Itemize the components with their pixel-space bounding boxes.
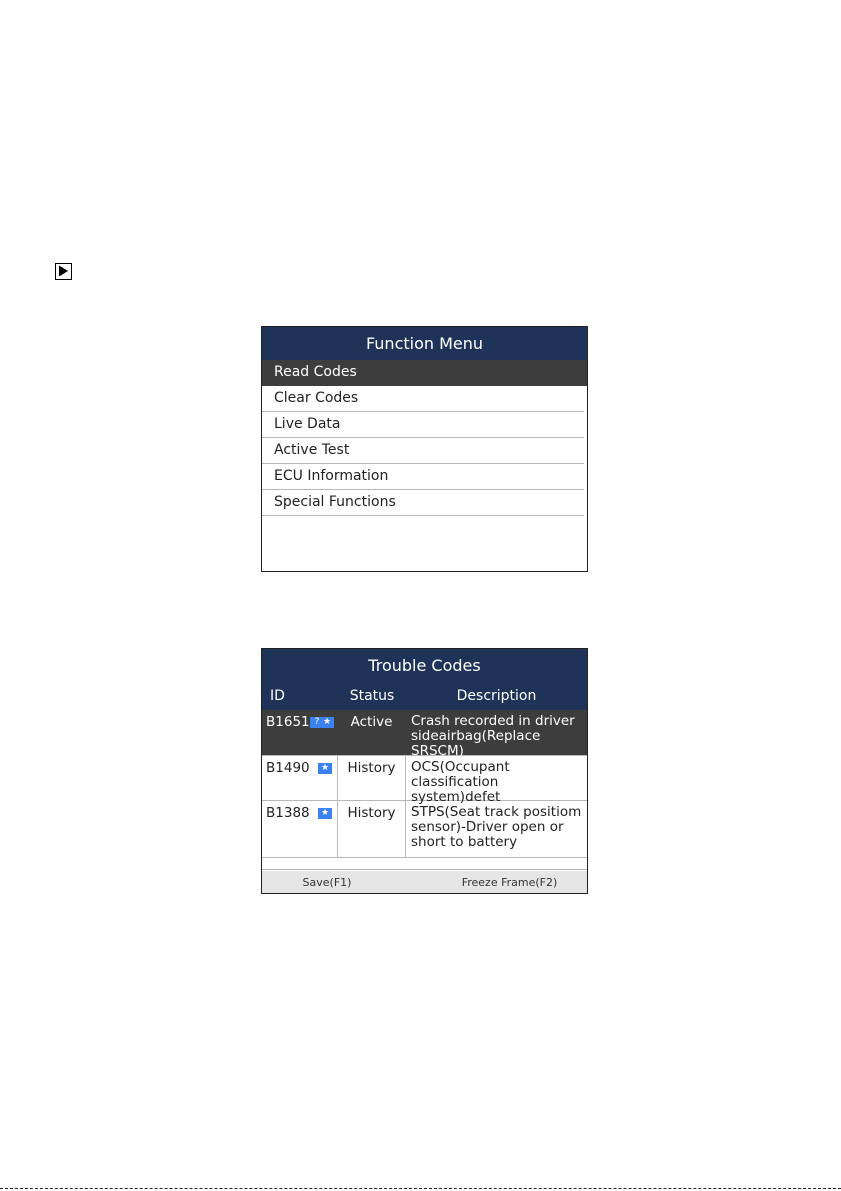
menu-item-clear-codes[interactable]: Clear Codes (262, 386, 584, 412)
code-id: B1388 (266, 805, 310, 821)
page-divider (0, 1188, 841, 1189)
status-badge (318, 808, 332, 819)
code-cell (262, 756, 338, 800)
star-icon: ★ (320, 763, 330, 773)
table-row[interactable] (262, 801, 587, 858)
code-id: B1651 (266, 714, 310, 730)
column-header-description: Description (456, 688, 537, 704)
trouble-codes-screen (261, 648, 588, 894)
column-header-id: ID (270, 688, 285, 704)
function-menu-screen (261, 326, 588, 572)
trouble-codes-header (262, 682, 587, 710)
status-badge (318, 763, 332, 774)
star-icon: ★ (320, 808, 330, 818)
menu-item-live-data[interactable]: Live Data (262, 412, 584, 438)
trouble-codes-title: Trouble Codes (262, 649, 587, 682)
menu-item-read-codes[interactable]: Read Codes (262, 360, 587, 386)
table-row[interactable] (262, 710, 587, 759)
play-triangle-icon (55, 263, 72, 280)
code-cell (262, 710, 338, 755)
code-status: Active (338, 710, 406, 755)
question-icon: ? (314, 717, 320, 727)
code-description: Crash recorded in driver sideairbag(Replace SRSCM) (411, 713, 575, 759)
function-menu-list (262, 360, 587, 516)
table-spacer (262, 858, 587, 870)
table-row[interactable] (262, 756, 587, 805)
star-icon: ★ (322, 717, 332, 727)
function-key-bar (262, 871, 587, 893)
code-status: History (338, 801, 406, 857)
code-id: B1490 (266, 760, 310, 776)
column-header-status: Status (349, 688, 395, 704)
code-cell (262, 801, 338, 857)
menu-item-ecu-information[interactable]: ECU Information (262, 464, 584, 490)
menu-item-active-test[interactable]: Active Test (262, 438, 584, 464)
code-status: History (338, 756, 406, 800)
status-badge (310, 717, 334, 728)
save-button[interactable]: Save(F1) (302, 875, 352, 889)
freeze-frame-button[interactable]: Freeze Frame(F2) (461, 875, 558, 889)
code-description: STPS(Seat track positiom sensor)-Driver open or short to battery (411, 804, 582, 850)
function-menu-title: Function Menu (262, 327, 587, 360)
menu-item-special-functions[interactable]: Special Functions (262, 490, 584, 516)
code-description: OCS(Occupant classification system)defet (411, 759, 510, 805)
